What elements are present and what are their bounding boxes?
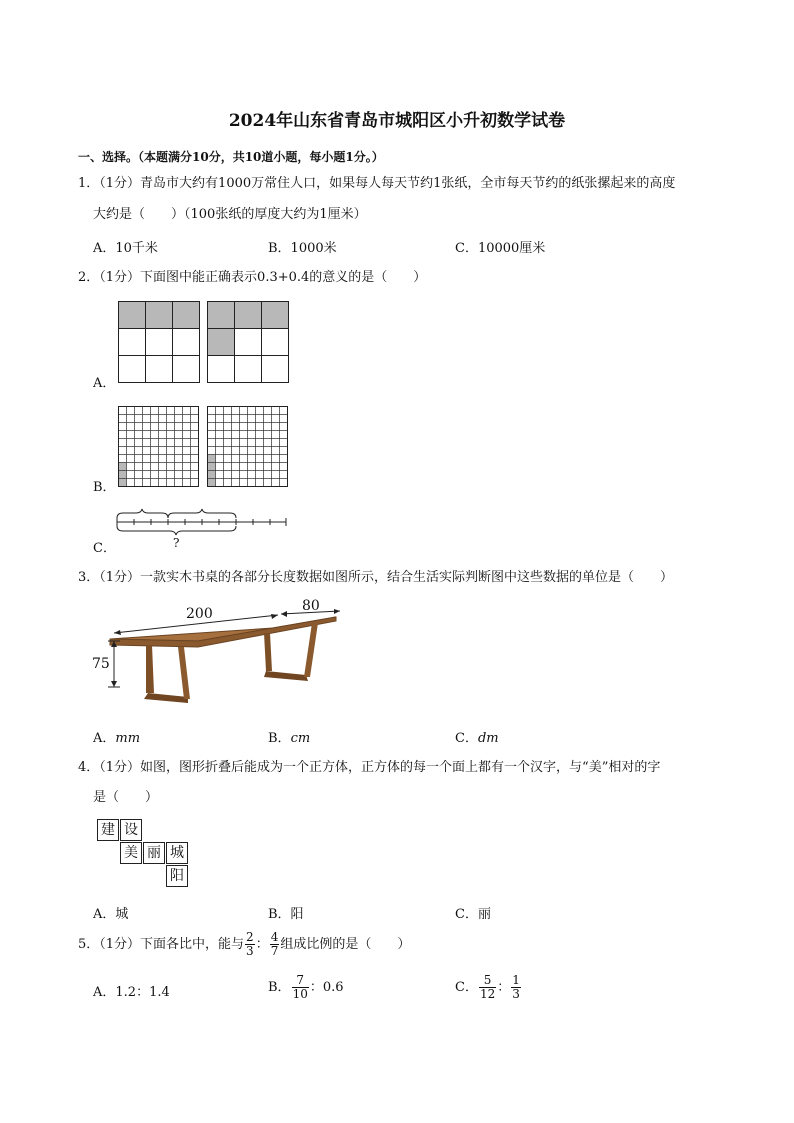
desk-height-label: 75 bbox=[92, 656, 110, 672]
desk-illustration bbox=[88, 597, 350, 715]
q1-option-a[interactable]: A．10千米 bbox=[93, 241, 158, 256]
desk-width-label: 80 bbox=[302, 598, 320, 614]
q5-option-b-fraction: $\frac{7}{10}$ bbox=[292, 973, 308, 1001]
q5-option-c[interactable]: C． $\frac{5}{12}$ ： $\frac{1}{3}$ bbox=[455, 973, 520, 1001]
q5-option-c-fraction-2: $\frac{1}{3}$ bbox=[512, 973, 520, 1001]
q2-option-a-label[interactable]: A． bbox=[93, 376, 116, 391]
q4-text-line2: 是（ ） bbox=[93, 790, 159, 805]
q5-option-c-fraction-1: $\frac{5}{12}$ bbox=[479, 973, 496, 1001]
q4-text-line1: 4．（1分）如图，图形折叠后能成为一个正方体，正方体的每一个面上都有一个汉字，与“美”相对的字 bbox=[78, 760, 661, 775]
q5-option-a[interactable]: A．1.2：1.4 bbox=[93, 985, 170, 1000]
net-cell-li: 丽 bbox=[143, 842, 165, 864]
q4-option-a[interactable]: A．城 bbox=[93, 907, 129, 922]
net-cell-she: 设 bbox=[120, 819, 142, 841]
q5-fraction-two-thirds: $\frac{2}{3}$ bbox=[246, 930, 254, 958]
q2-text: 2．（1分）下面图中能正确表示0.3+0.4的意义的是（ ） bbox=[78, 270, 427, 285]
q2-option-c-question-mark: ? bbox=[173, 536, 180, 550]
q2-option-a-figure[interactable] bbox=[116, 299, 291, 383]
net-cell-jian: 建 bbox=[97, 819, 119, 841]
q2-option-c-figure[interactable] bbox=[114, 505, 290, 541]
q5-fraction-four-sevenths: $\frac{4}{7}$ bbox=[270, 930, 279, 958]
q1-text-line2: 大约是（ ）（100张纸的厚度大约为1厘米） bbox=[93, 207, 367, 222]
net-cell-yang: 阳 bbox=[166, 865, 188, 887]
q5-option-b[interactable]: B． $\frac{7}{10}$ ：0.6 bbox=[268, 973, 344, 1001]
q1-option-c[interactable]: C．10000厘米 bbox=[455, 241, 546, 256]
page-title: 2024年山东省青岛市城阳区小升初数学试卷 bbox=[228, 111, 566, 131]
q5-text bbox=[78, 930, 410, 960]
section-heading: 一、选择。（本题满分10分，共10道小题，每小题1分。） bbox=[78, 150, 384, 164]
q1-option-b[interactable]: B．1000米 bbox=[268, 241, 337, 256]
q4-option-b[interactable]: B．阳 bbox=[268, 907, 304, 922]
q2-option-c-label[interactable]: C． bbox=[93, 541, 116, 556]
q5-prefix: 5．（1分）下面各比中，能与 bbox=[78, 937, 245, 952]
q5-suffix: 组成比例的是（ ） bbox=[280, 937, 411, 952]
desk-length-label: 200 bbox=[186, 606, 213, 622]
net-cell-mei: 美 bbox=[120, 842, 142, 864]
cube-net bbox=[97, 819, 192, 891]
net-cell-cheng: 城 bbox=[166, 842, 188, 864]
q2-option-b-label[interactable]: B． bbox=[93, 480, 116, 495]
q5-colon: ： bbox=[255, 937, 269, 952]
q1-text-line1: 1．（1分）青岛市大约有1000万常住人口，如果每人每天节约1张纸，全市每天节约的纸张摞起来的高度 bbox=[78, 176, 676, 191]
q3-option-a[interactable]: A．mm bbox=[93, 731, 141, 746]
q3-text: 3．（1分）一款实木书桌的各部分长度数据如图所示，结合生活实际判断图中这些数据的单位是（ ） bbox=[78, 570, 674, 585]
q2-option-b-figure[interactable] bbox=[116, 404, 291, 488]
q3-option-b[interactable]: B．cm bbox=[268, 731, 311, 746]
q3-option-c[interactable]: C．dm bbox=[455, 731, 499, 746]
q4-option-c[interactable]: C．丽 bbox=[455, 907, 491, 922]
